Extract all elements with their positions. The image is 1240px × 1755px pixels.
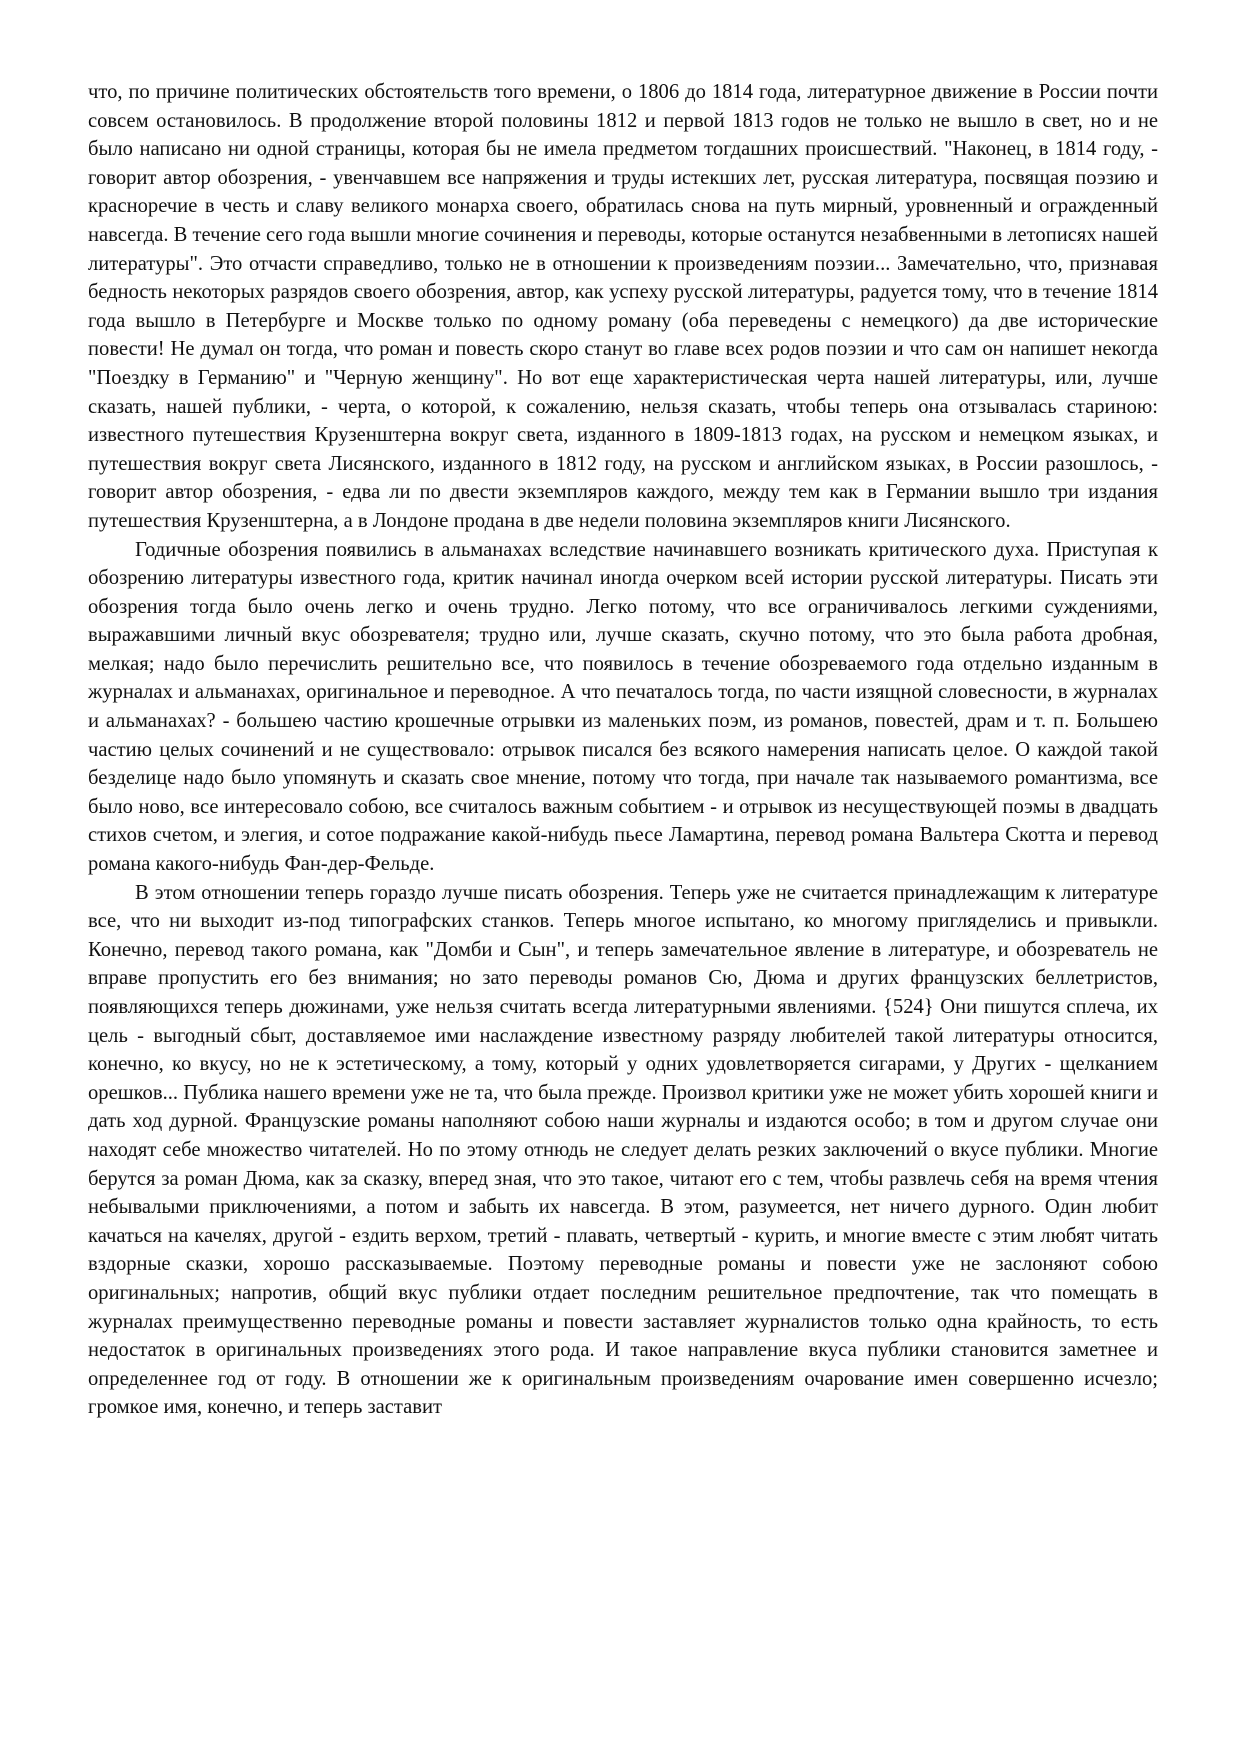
paragraph-3: В этом отношении теперь гораздо лучше писать обозрения. Теперь уже не считается принадлежащим к литературе все, что ни выходит из-под типографских станков. Теперь многое испытано, ко многому пригляделись и привыкли. Конечно, перевод такого романа, как "Домби и Сын", и теперь замечательное явление в литературе, и обозреватель не вправе пропустить его без внимания; но зато переводы романов Сю, Дюма и других французских беллетристов, появляющихся теперь дюжинами, уже нельзя считать всегда литературными явлениями. {524} Они пишутся сплеча, их цель - выгодный сбыт, доставляемое ими наслаждение известному разряду любителей такой литературы относится, конечно, ко вкусу, но не к эстетическому, а тому, который у одних удовлетворяется сигарами, у Других - щелканием орешков... Публика нашего времени уже не та, что была прежде. Произвол критики уже не может убить хорошей книги и дать ход дурной. Французские романы наполняют собою наши журналы и издаются особо; в том и другом случае они находят себе множество читателей. Но по этому отнюдь не следует делать резких заключений о вкусе публики. Многие берутся за роман Дюма, как за сказку, вперед зная, что это такое, читают его с тем, чтобы развлечь себя на время чтения небывалыми приключениями, а потом и забыть их навсегда. В этом, разумеется, нет ничего дурного. Один любит качаться на качелях, другой - ездить верхом, третий - плавать, четвертый - курить, и многие вместе с этим любят читать вздорные сказки, хорошо рассказываемые. Поэтому переводные романы и повести уже не заслоняют собою оригинальных; напротив, общий вкус публики отдает последним решительное предпочтение, так что помещать в журналах преимущественно переводные романы и повести заставляет журналистов только одна крайность, то есть недостаток в оригинальных произведениях этого рода. И такое направление вкуса публики становится заметнее и определеннее год от году. В отношении же к оригинальным произведениям очарование имен совершенно исчезло; громкое имя, конечно, и теперь заставит xyxy=(88,881,1158,1419)
document-page xyxy=(88,78,1158,1422)
paragraph-1: что, по причине политических обстоятельств того времени, о 1806 до 1814 года, литературное движение в России почти совсем остановилось. В продолжение второй половины 1812 и первой 1813 годов не только не вышло в свет, но и не было написано ни одной страницы, которая бы не имела предметом тогдашних происшествий. "Наконец, в 1814 году, - говорит автор обозрения, - увенчавшем все напряжения и труды истекших лет, русская литература, посвящая поэзию и красноречие в честь и славу великого монарха своего, обратилась снова на путь мирный, уровненный и огражденный навсегда. В течение сего года вышли многие сочинения и переводы, которые останутся незабвенными в летописях нашей литературы". Это отчасти справедливо, только не в отношении к произведениям поэзии... Замечательно, что, признавая бедность некоторых разрядов своего обозрения, автор, как успеху русской литературы, радуется тому, что в течение 1814 года вышло в Петербурге и Москве только по одному роману (оба переведены с немецкого) да две исторические повести! Не думал он тогда, что роман и повесть скоро станут во главе всех родов поэзии и что сам он напишет некогда "Поездку в Германию" и "Черную женщину". Но вот еще характеристическая черта нашей литературы, или, лучше сказать, нашей публики, - черта, о которой, к сожалению, нельзя сказать, чтобы теперь она отзывалась стариною: известного путешествия Крузенштерна вокруг света, изданного в 1809-1813 годах, на русском и немецком языках, и путешествия вокруг света Лисянского, изданного в 1812 году, на русском и английском языках, в России разошлось, - говорит автор обозрения, - едва ли по двести экземпляров каждого, между тем как в Германии вышло три издания путешествия Крузенштерна, а в Лондоне продана в две недели половина экземпляров книги Лисянского. xyxy=(88,81,1158,532)
paragraph-2: Годичные обозрения появились в альманахах вследствие начинавшего возникать критического духа. Приступая к обозрению литературы известного года, критик начинал иногда очерком всей истории русской литературы. Писать эти обозрения тогда было очень легко и очень трудно. Легко потому, что все ограничивалось легкими суждениями, выражавшими личный вкус обозревателя; трудно или, лучше сказать, скучно потому, что это была работа дробная, мелкая; надо было перечислить решительно все, что появилось в течение обозреваемого года отдельно изданным в журналах и альманахах, оригинальное и переводное. А что печаталось тогда, по части изящной словесности, в журналах и альманахах? - большею частию крошечные отрывки из маленьких поэм, из романов, повестей, драм и т. п. Большею частию целых сочинений и не существовало: отрывок писался без всякого намерения написать целое. О каждой такой безделице надо было упомянуть и сказать свое мнение, потому что тогда, при начале так называемого романтизма, все было ново, все интересовало собою, все считалось важным событием - и отрывок из несуществующей поэмы в двадцать стихов счетом, и элегия, и сотое подражание какой-нибудь пьесе Ламартина, перевод романа Вальтера Скотта и перевод романа какого-нибудь Фан-дер-Фельде. xyxy=(88,538,1158,876)
